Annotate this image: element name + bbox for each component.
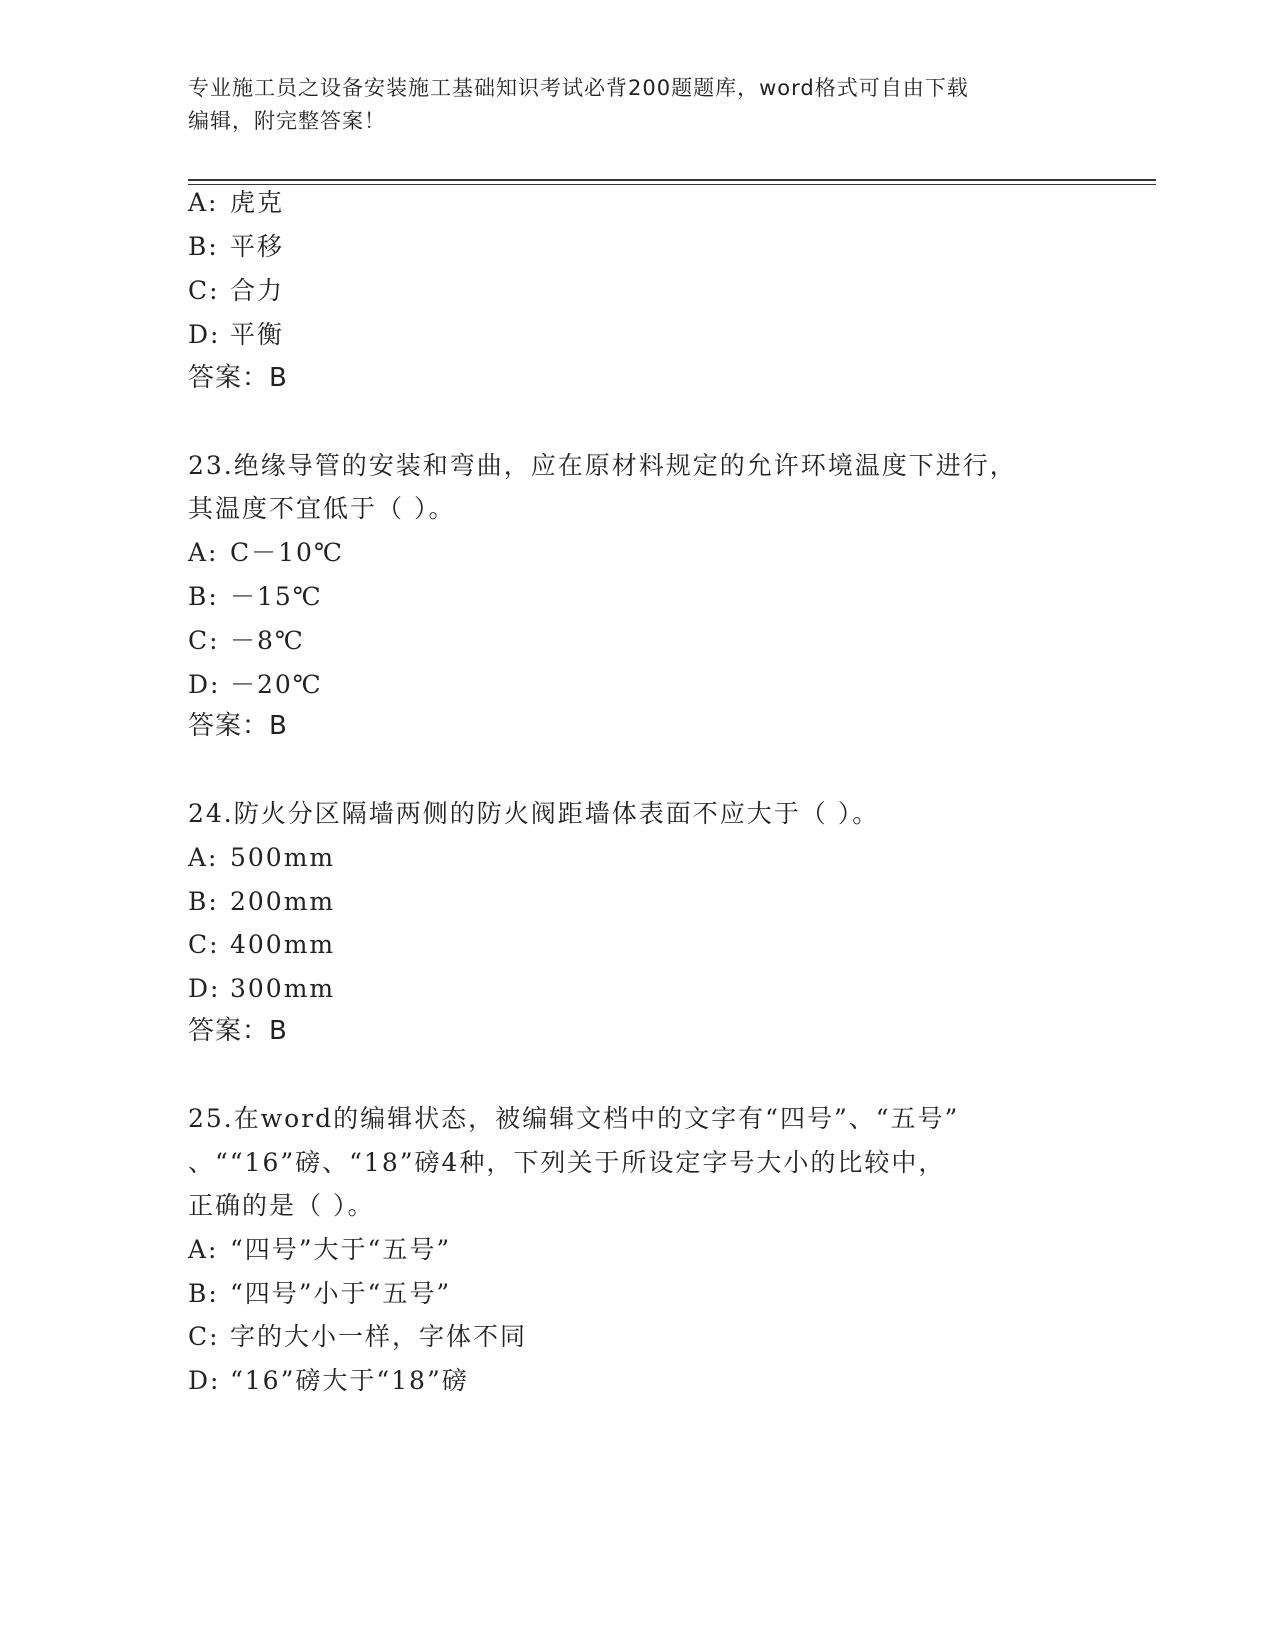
q25-stem-line-3: 正确的是（ ）。 xyxy=(188,1191,375,1220)
page-header xyxy=(188,72,1088,138)
q22-option-d: D: 平衡 xyxy=(188,320,285,349)
q23-option-c: C: －8℃ xyxy=(188,626,305,655)
q24-option-d: D: 300mm xyxy=(188,974,336,1003)
q24-option-b: B: 200mm xyxy=(188,887,336,916)
header-divider-thick xyxy=(188,179,1156,181)
q25-option-d: D: “16”磅大于“18”磅 xyxy=(188,1366,469,1395)
q25-option-c: C: 字的大小一样，字体不同 xyxy=(188,1322,528,1351)
q22-option-a: A: 虎克 xyxy=(188,188,285,217)
q24-answer: 答案：B xyxy=(188,1016,288,1046)
q23-option-b: B: －15℃ xyxy=(188,582,323,611)
q24-stem-line-1: 24.防火分区隔墙两侧的防火阀距墙体表面不应大于（ ）。 xyxy=(188,799,880,828)
q25-stem-line-1: 25.在word的编辑状态，被编辑文档中的文字有“四号”、“五号” xyxy=(188,1104,960,1133)
q22-option-c: C: 合力 xyxy=(188,276,285,305)
q25-option-a: A: “四号”大于“五号” xyxy=(188,1235,452,1264)
q23-option-d: D: －20℃ xyxy=(188,670,323,699)
q23-stem-line-2: 其温度不宜低于（ ）。 xyxy=(188,494,456,523)
q24-option-c: C: 400mm xyxy=(188,930,336,959)
header-line-1: 专业施工员之设备安装施工基础知识考试必背200题题库，word格式可自由下载 xyxy=(188,76,969,100)
q22-answer: 答案：B xyxy=(188,363,288,393)
header-divider-thin xyxy=(188,184,1156,185)
q25-stem-line-2: 、““16”磅、“18”磅4种，下列关于所设定字号大小的比较中， xyxy=(188,1148,946,1177)
q23-option-a: A: C－10℃ xyxy=(188,538,344,567)
q25-option-b: B: “四号”小于“五号” xyxy=(188,1279,452,1308)
q23-answer: 答案：B xyxy=(188,711,288,741)
q22-option-b: B: 平移 xyxy=(188,232,285,261)
q23-stem-line-1: 23.绝缘导管的安装和弯曲，应在原材料规定的允许环境温度下进行， xyxy=(188,451,1017,480)
header-line-2: 编辑，附完整答案！ xyxy=(188,109,386,133)
q24-option-a: A: 500mm xyxy=(188,843,336,872)
